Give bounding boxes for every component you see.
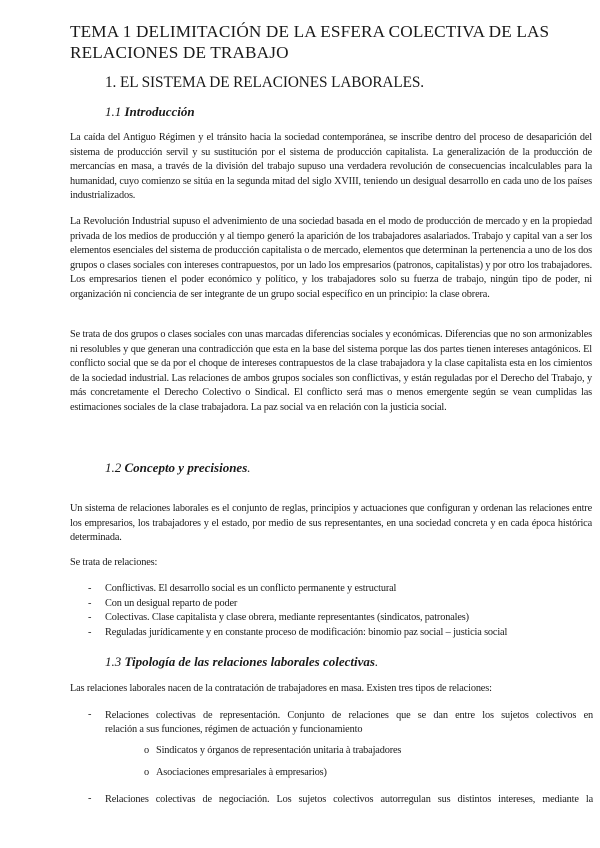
list-item-text: Con un desigual reparto de poder [105, 598, 238, 609]
circle-marker: o [144, 767, 149, 778]
list-item-text: Reguladas jurídicamente y en constante proceso de modificación: binomio paz social – justicia social [105, 627, 508, 638]
subheading-number: 1.3 [105, 654, 122, 669]
subheading-label: Concepto y precisiones [124, 460, 248, 475]
dash-marker: - [88, 793, 92, 804]
subheading-introduccion [105, 104, 195, 120]
dash-marker: - [88, 583, 92, 594]
subheading-period: . [247, 460, 251, 475]
paragraph-5: Se trata de relaciones: [70, 557, 158, 568]
paragraph-1: La caída del Antiguo Régimen y el tránsito hacia la sociedad contemporánea, se inscribe dentro del proceso de desaparición del sistema de producción servil y su sustitución por el sistema de producción capitalista. La generalización de la producción de mercancías en masa, a través de la división del trabajo supuso una verdadera revolución de consecuencias incalculables para la humanidad, cuyo comienzo se sitúa en la segunda mitad del siglo XVIII, teniendo un desigual desarrollo en cada uno de los países industrializados. [70, 132, 592, 201]
dash-marker: - [88, 598, 92, 609]
dash-marker: - [88, 627, 92, 638]
list-item-text: Conflictivas. El desarrollo social es un conflicto permanente y estructural [105, 583, 397, 594]
sub-list-item-text: Asociaciones empresariales à empresarios) [156, 767, 327, 778]
paragraph-2: La Revolución Industrial supuso el advenimiento de una sociedad basada en el modo de producción de mercado y en la propiedad privada de los medios de producción y al tiempo generó la aparición de los trabajadores asalariados. Trabajo y capital van a ser los elementos esenciales del sistema de producción capitalista o de mercado, elementos que determinan la pertenencia a uno de los dos grupos o clases sociales con intereses contrapuestos, por un lado los empresarios (patronos, capitalistas) y por otro los trabajadores. Los empresarios tienen el poder económico y político, y los trabajadores solo su fuerza de trabajo, ningún tipo de poder, ni organización ni conciencia de ser integrante de un grupo social específico en un principio: la clase obrera. [70, 216, 592, 300]
dash-marker: - [88, 612, 92, 623]
paragraph-4: Un sistema de relaciones laborales es el conjunto de reglas, principios y actuaciones que configuran y ordenan las relaciones entre los empresarios, los trabajadores y el estado, por medio de sus representantes, en una sociedad concreta y en cada época histórica determinada. [70, 503, 592, 543]
section-heading: 1. EL SISTEMA DE RELACIONES LABORALES. [105, 74, 424, 91]
subheading-label: Tipología de las relaciones laborales colectivas [124, 654, 375, 669]
list-item-text-line1: Relaciones colectivas de representación. Conjunto de relaciones que se dan entre los sujetos colectivos en [105, 710, 593, 721]
list-item-text: Colectivas. Clase capitalista y clase obrera, mediante representantes (sindicatos, patronales) [105, 612, 469, 623]
circle-marker: o [144, 745, 149, 756]
list-item-text-line1: Relaciones colectivas de negociación. Los sujetos colectivos autorregulan sus distintos intereses, mediante la [105, 794, 593, 805]
subheading-tipologia [105, 654, 378, 670]
paragraph-6: Las relaciones laborales nacen de la contratación de trabajadores en masa. Existen tres tipos de relaciones: [70, 683, 492, 694]
subheading-label: Introducción [124, 104, 195, 119]
subheading-concepto [105, 460, 251, 476]
paragraph-3: Se trata de dos grupos o clases sociales con unas marcadas diferencias sociales y económicas. Diferencias que no son armonizables ni resolubles y que generan una contradicción que esta en la base del sistema porque las dos partes tienen intereses antagónicos. El conflicto social que se da por el choque de intereses contrapuestos de la clase trabajadora y la clase capitalista esta en los cimientos de la sociedad industrial. Las relaciones de ambos grupos sociales son conflictivas, y están reguladas por el Derecho del Trabajo, y más concretamente el Derecho Colectivo o Sindical. El conflicto será mas o menos emergente según se vean cumplidas las estimaciones sociales de la clase trabajadora. La paz social va en relación con la justicia social. [70, 329, 592, 413]
dash-marker: - [88, 709, 92, 720]
sub-list-item-text: Sindicatos y órganos de representación unitaria à trabajadores [156, 745, 402, 756]
subheading-number: 1.1 [105, 104, 122, 119]
subheading-number: 1.2 [105, 460, 122, 475]
document-title: TEMA 1 DELIMITACIÓN DE LA ESFERA COLECTIVA DE LAS RELACIONES DE TRABAJO [70, 22, 550, 62]
list-item-text-line2: relación a sus funciones, régimen de actuación y funcionamiento [105, 724, 363, 735]
subheading-period: . [374, 654, 379, 669]
